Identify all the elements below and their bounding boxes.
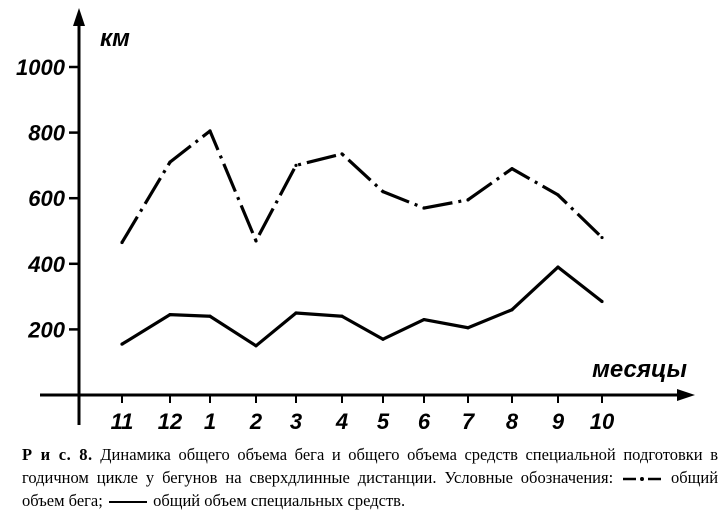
x-tick-label: 7 (461, 409, 475, 434)
x-tick-label: 2 (249, 409, 263, 434)
data-point-total-running (120, 241, 123, 244)
data-point-total-running (381, 190, 384, 193)
x-tick-label: 10 (589, 409, 615, 434)
series-line-special-means (122, 267, 602, 346)
data-point-total-running (254, 239, 257, 242)
data-point-total-running (510, 167, 513, 170)
x-tick-label: 3 (289, 409, 303, 434)
x-axis-title: месяцы (592, 356, 687, 383)
figure-number: Р и с. 8. (22, 445, 93, 464)
y-axis-title: км (100, 25, 130, 52)
data-point-special-means (340, 315, 343, 318)
data-point-special-means (294, 311, 297, 314)
y-tick-label: 600 (28, 186, 65, 212)
x-tick-label: 5 (376, 409, 390, 434)
data-point-special-means (120, 343, 123, 346)
x-tick-label: 9 (551, 409, 565, 434)
solid-legend-symbol (107, 496, 149, 508)
y-tick-label: 1000 (16, 55, 65, 80)
data-point-special-means (254, 344, 257, 347)
data-point-total-running (294, 164, 297, 167)
legend-dashdot-label: общий объем бега; (22, 468, 719, 510)
chart-series-layer (120, 129, 603, 347)
data-point-total-running (168, 161, 171, 164)
y-tick-label: 800 (28, 120, 65, 146)
x-tick-label: 11 (110, 409, 134, 434)
data-point-special-means (556, 265, 559, 268)
y-tick-label: 200 (28, 317, 65, 343)
y-axis-arrow (73, 8, 85, 26)
x-tick-label: 6 (417, 409, 431, 434)
series-line-total-running (122, 131, 602, 243)
y-tick-label: 400 (28, 251, 65, 277)
data-point-total-running (422, 206, 425, 209)
caption-text: Динамика общего объема бега и общего объема средств специальной подготовки в годичном цикле у бегунов на сверхдлинные дистанции. Условные обозначения: (22, 445, 718, 487)
x-tick-label: 8 (505, 409, 519, 434)
x-tick-label: 12 (157, 409, 183, 434)
data-point-special-means (466, 326, 469, 329)
data-point-special-means (422, 318, 425, 321)
data-point-special-means (600, 300, 603, 303)
data-point-special-means (381, 338, 384, 341)
x-tick-label: 4 (335, 409, 349, 434)
data-point-total-running (340, 152, 343, 155)
chart-labels-layer (16, 25, 687, 434)
data-point-total-running (208, 129, 211, 132)
figure-caption (22, 443, 718, 512)
x-axis-arrow (677, 389, 695, 401)
data-point-total-running (466, 198, 469, 201)
data-point-special-means (168, 313, 171, 316)
x-tick-label: 1 (203, 409, 217, 434)
data-point-special-means (208, 315, 211, 318)
data-point-special-means (510, 308, 513, 311)
data-point-total-running (600, 236, 603, 239)
dash-dot-legend-symbol (621, 473, 663, 485)
legend-solid-label: общий объем специальных средств. (153, 491, 406, 510)
data-point-total-running (556, 193, 559, 196)
